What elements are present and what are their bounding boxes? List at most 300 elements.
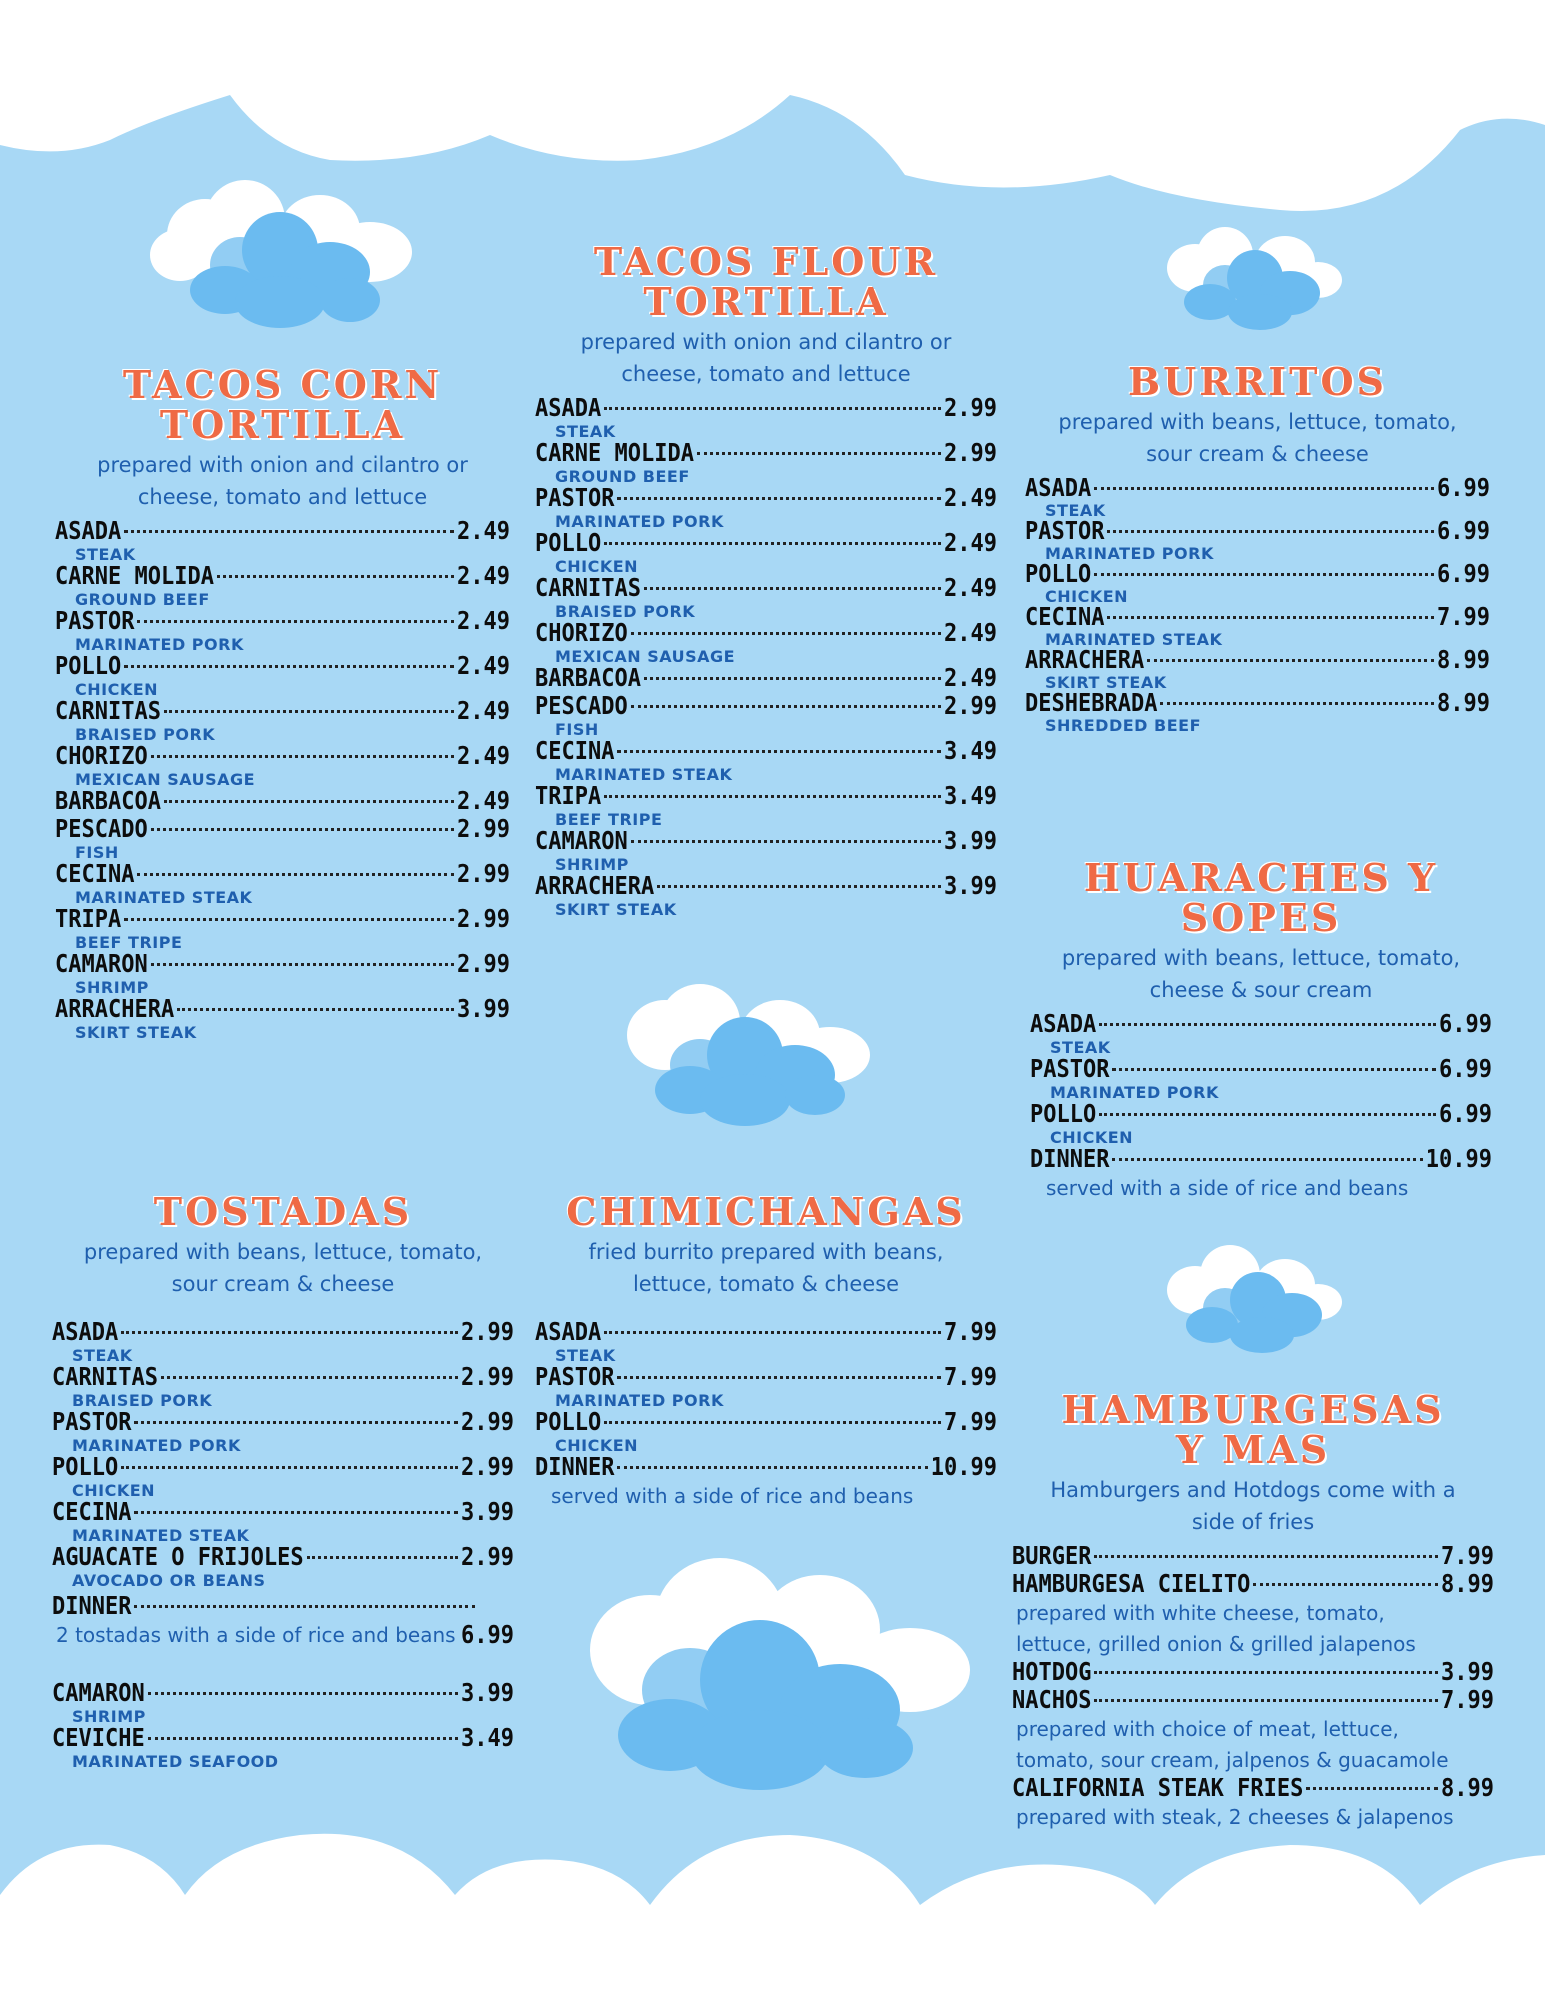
item-description: BRAISED PORK <box>72 1391 213 1410</box>
menu-item <box>55 789 510 815</box>
item-row <box>52 1726 514 1752</box>
item-price: 7.99 <box>1437 603 1490 632</box>
item-name: TRIPA <box>535 782 602 811</box>
item-name: ARRACHERA <box>55 995 175 1024</box>
menu-item <box>535 1455 997 1512</box>
item-description: STEAK <box>75 545 136 564</box>
section-title: TOSTADAS <box>153 1189 413 1234</box>
item-name: CECINA <box>535 737 615 766</box>
item-name: ASADA <box>52 1318 119 1347</box>
dot-leader <box>604 795 941 798</box>
section-description: prepared with onion and cilantro or cheese, tomato and lettuce <box>97 453 468 509</box>
dot-leader <box>644 677 941 680</box>
item-price: 8.99 <box>1437 646 1490 675</box>
item-name: CECINA <box>52 1498 132 1527</box>
item-price: 2.99 <box>461 1453 514 1482</box>
item-price: 2.49 <box>457 742 510 771</box>
item-price: 2.49 <box>944 664 997 693</box>
menu-item <box>535 694 997 739</box>
dot-leader <box>1094 1555 1438 1558</box>
item-price: 2.49 <box>944 574 997 603</box>
item-row <box>1030 1147 1492 1173</box>
item-description: MEXICAN SAUSAGE <box>75 770 256 789</box>
section-tacos-corn <box>55 362 510 1042</box>
item-description: SKIRT STEAK <box>555 900 677 919</box>
item-name: BURGER <box>1012 1542 1092 1571</box>
dot-leader <box>1112 1158 1422 1161</box>
section-tostadas <box>52 1189 514 1771</box>
section-burritos <box>1025 359 1490 735</box>
item-name: BARBACOA <box>55 787 161 816</box>
item-description: STEAK <box>555 422 616 441</box>
dot-leader <box>121 1466 458 1469</box>
section-description: prepared with beans, lettuce, tomato, sour cream & cheese <box>1058 410 1457 466</box>
menu-item <box>1030 1012 1492 1057</box>
menu-item <box>52 1500 514 1545</box>
item-row <box>1030 1057 1492 1083</box>
item-name: PESCADO <box>55 815 148 844</box>
item-price: 8.99 <box>1437 689 1490 718</box>
item-row <box>1025 519 1490 545</box>
menu-item <box>55 519 510 564</box>
item-description: AVOCADO OR BEANS <box>72 1571 266 1590</box>
item-name: PESCADO <box>535 692 628 721</box>
item-price: 3.99 <box>461 1679 514 1708</box>
item-description: MARINATED STEAK <box>75 888 253 907</box>
item-name: CARNE MOLIDA <box>535 439 694 468</box>
item-description: MEXICAN SAUSAGE <box>555 647 736 666</box>
item-price: 3.99 <box>944 827 997 856</box>
item-row <box>1012 1544 1494 1570</box>
item-description: STEAK <box>72 1346 133 1365</box>
item-name: PASTOR <box>535 1363 615 1392</box>
item-name: PASTOR <box>1025 517 1105 546</box>
item-price: 2.99 <box>944 692 997 721</box>
menu-item <box>55 564 510 609</box>
item-description: FISH <box>555 720 599 739</box>
section-huaraches <box>1030 855 1492 1204</box>
item-row <box>535 621 997 647</box>
dot-leader <box>148 1737 458 1740</box>
item-row <box>55 564 510 590</box>
item-name: CARNITAS <box>52 1363 158 1392</box>
dot-leader <box>631 840 941 843</box>
item-name: HAMBURGESA CIELITO <box>1012 1570 1251 1599</box>
item-row <box>535 1320 997 1346</box>
item-name: CARNITAS <box>55 697 161 726</box>
menu-item <box>55 907 510 952</box>
item-price: 2.99 <box>457 950 510 979</box>
item-row <box>55 817 510 843</box>
item-name: PASTOR <box>55 607 135 636</box>
menu-item <box>535 739 997 784</box>
item-name: CARNITAS <box>535 574 641 603</box>
item-name: BARBACOA <box>535 664 641 693</box>
dot-leader <box>134 1605 475 1608</box>
item-row <box>535 486 997 512</box>
item-price: 7.99 <box>944 1363 997 1392</box>
menu-item-list <box>55 519 510 1042</box>
item-row <box>52 1681 514 1707</box>
item-description: CHICKEN <box>72 1481 156 1500</box>
item-price: 2.49 <box>944 619 997 648</box>
item-row <box>535 666 997 692</box>
item-row <box>1012 1776 1494 1802</box>
item-price: 10.99 <box>1425 1145 1492 1174</box>
item-description: STEAK <box>1050 1038 1111 1057</box>
menu-item <box>535 874 997 919</box>
menu-item <box>535 396 997 441</box>
item-row <box>55 744 510 770</box>
item-description: MARINATED PORK <box>555 512 724 531</box>
dot-leader <box>161 1376 458 1379</box>
dot-leader <box>137 873 454 876</box>
item-name: ASADA <box>535 1318 602 1347</box>
item-row <box>52 1410 514 1436</box>
item-description: SHRIMP <box>555 855 629 874</box>
dot-leader <box>307 1556 458 1559</box>
item-row <box>52 1320 514 1346</box>
dot-leader <box>1099 1023 1436 1026</box>
section-chimichangas <box>535 1189 997 1512</box>
dot-leader <box>1094 1699 1438 1702</box>
item-note: tomato, sour cream, jalpenos & guacamole <box>1016 1748 1449 1772</box>
dot-leader <box>604 407 941 410</box>
menu-item <box>535 531 997 576</box>
item-price: 2.99 <box>457 905 510 934</box>
item-name: POLLO <box>55 652 122 681</box>
menu-item <box>535 1410 997 1455</box>
item-row <box>1012 1572 1494 1598</box>
dot-leader <box>1094 573 1434 576</box>
item-note: 2 tostadas with a side of rice and beans <box>56 1623 456 1647</box>
menu-item <box>52 1320 514 1365</box>
section-title: HAMBURGESAS Y MAS <box>1061 1387 1445 1472</box>
item-name: ARRACHERA <box>1025 646 1145 675</box>
item-price: 6.99 <box>1439 1010 1492 1039</box>
item-price: 3.49 <box>944 737 997 766</box>
item-name: DINNER <box>535 1453 615 1482</box>
item-price: 6.99 <box>1439 1100 1492 1129</box>
item-name: ASADA <box>535 394 602 423</box>
item-price: 6.99 <box>1439 1055 1492 1084</box>
menu-item-list <box>1025 476 1490 734</box>
item-row <box>535 576 997 602</box>
item-description: BEEF TRIPE <box>555 810 663 829</box>
menu-item <box>1012 1544 1494 1570</box>
item-name: PASTOR <box>535 484 615 513</box>
dot-leader <box>617 497 941 500</box>
menu-item <box>1012 1688 1494 1776</box>
item-name: CARNE MOLIDA <box>55 562 214 591</box>
item-description: MARINATED PORK <box>555 1391 724 1410</box>
dot-leader <box>121 1331 458 1334</box>
item-name: DINNER <box>52 1592 132 1621</box>
item-row <box>535 784 997 810</box>
dot-leader <box>164 710 454 713</box>
item-row <box>52 1455 514 1481</box>
section-description: prepared with beans, lettuce, tomato, cheese & sour cream <box>1061 946 1461 1002</box>
menu-item <box>55 609 510 654</box>
menu-item-list <box>52 1320 514 1590</box>
item-price: 2.49 <box>944 529 997 558</box>
dot-leader <box>177 1008 454 1011</box>
section-tacos-flour <box>535 239 997 919</box>
item-price: 2.99 <box>461 1363 514 1392</box>
item-price: 3.99 <box>461 1498 514 1527</box>
item-name: TRIPA <box>55 905 122 934</box>
item-row <box>55 654 510 680</box>
menu-item <box>1012 1572 1494 1660</box>
item-description: CHICKEN <box>75 680 159 699</box>
item-row <box>535 1365 997 1391</box>
item-description: SHRIMP <box>72 1707 146 1726</box>
item-price: 2.49 <box>457 787 510 816</box>
item-price: 2.49 <box>457 607 510 636</box>
item-price: 7.99 <box>1441 1542 1494 1571</box>
item-name: ASADA <box>1030 1010 1097 1039</box>
menu-item <box>1030 1102 1492 1147</box>
item-note: prepared with choice of meat, lettuce, <box>1016 1717 1399 1741</box>
item-description: GROUND BEEF <box>75 590 210 609</box>
item-description: MARINATED PORK <box>72 1436 241 1455</box>
menu-item <box>535 486 997 531</box>
item-description: CHICKEN <box>555 557 639 576</box>
item-name: PASTOR <box>52 1408 132 1437</box>
menu-item <box>1030 1057 1492 1102</box>
dot-leader <box>631 705 941 708</box>
section-title: TACOS FLOUR TORTILLA <box>593 239 939 324</box>
menu-item <box>1025 691 1490 734</box>
dot-leader <box>604 1331 941 1334</box>
item-description: SHREDDED BEEF <box>1045 716 1201 735</box>
dot-leader <box>148 1692 458 1695</box>
item-name: CHORIZO <box>55 742 148 771</box>
menu-item-list <box>1012 1544 1494 1833</box>
item-name: DESHEBRADA <box>1025 689 1158 718</box>
menu-item <box>55 952 510 997</box>
item-description: MARINATED PORK <box>1045 544 1214 563</box>
item-name: HOTDOG <box>1012 1658 1092 1687</box>
item-price: 2.99 <box>944 394 997 423</box>
item-description: MARINATED STEAK <box>555 765 733 784</box>
item-row <box>1030 1102 1492 1128</box>
menu-item-list <box>535 396 997 919</box>
dot-leader <box>617 1466 927 1469</box>
item-price: 8.99 <box>1441 1774 1494 1803</box>
dot-leader <box>1253 1583 1438 1586</box>
item-description: BRAISED PORK <box>75 725 216 744</box>
dot-leader <box>1099 1113 1436 1116</box>
dot-leader <box>604 1421 941 1424</box>
item-description: CHICKEN <box>1050 1128 1134 1147</box>
item-name: POLLO <box>1030 1100 1097 1129</box>
dot-leader <box>164 800 454 803</box>
item-name: PASTOR <box>1030 1055 1110 1084</box>
dot-leader <box>1107 616 1434 619</box>
menu-item <box>1025 476 1490 519</box>
dot-leader <box>1094 1671 1438 1674</box>
item-row <box>55 519 510 545</box>
section-title: TACOS CORN TORTILLA <box>122 362 443 447</box>
item-name: ASADA <box>55 517 122 546</box>
dot-leader <box>137 620 454 623</box>
item-row <box>535 829 997 855</box>
item-price: 2.49 <box>457 562 510 591</box>
menu-item <box>52 1681 514 1726</box>
item-row <box>1025 691 1490 717</box>
item-name: CECINA <box>1025 603 1105 632</box>
item-description: SKIRT STEAK <box>75 1023 197 1042</box>
item-price: 2.49 <box>457 697 510 726</box>
item-row <box>535 1455 997 1481</box>
item-row <box>1025 605 1490 631</box>
item-price: 7.99 <box>944 1318 997 1347</box>
item-description: CHICKEN <box>555 1436 639 1455</box>
item-name: POLLO <box>52 1453 119 1482</box>
item-price: 2.99 <box>457 815 510 844</box>
dot-leader <box>1306 1787 1438 1790</box>
section-title: BURRITOS <box>1127 359 1387 404</box>
dot-leader <box>1094 487 1434 490</box>
menu-item <box>535 621 997 666</box>
section-title: HUARACHES Y SOPES <box>1083 855 1439 940</box>
menu-item <box>52 1726 514 1771</box>
item-description: BRAISED PORK <box>555 602 696 621</box>
item-note: served with a side of rice and beans <box>551 1484 914 1508</box>
item-name: POLLO <box>1025 560 1092 589</box>
item-price: 7.99 <box>1441 1686 1494 1715</box>
dot-leader <box>1147 659 1434 662</box>
item-price: 2.49 <box>457 517 510 546</box>
menu-item <box>1012 1776 1494 1833</box>
menu-item <box>52 1545 514 1590</box>
item-price: 2.49 <box>944 484 997 513</box>
item-note: served with a side of rice and beans <box>1046 1176 1409 1200</box>
item-price: 2.99 <box>457 860 510 889</box>
menu-item <box>535 441 997 486</box>
dot-leader <box>151 828 454 831</box>
item-row <box>55 952 510 978</box>
menu-item <box>52 1365 514 1410</box>
item-row <box>1025 476 1490 502</box>
item-price: 2.99 <box>461 1408 514 1437</box>
dot-leader <box>151 755 454 758</box>
item-row <box>55 997 510 1023</box>
menu-item <box>1025 562 1490 605</box>
item-price: 3.49 <box>944 782 997 811</box>
item-row <box>535 694 997 720</box>
item-row <box>1012 1688 1494 1714</box>
item-price: 6.99 <box>1437 560 1490 589</box>
item-note: prepared with steak, 2 cheeses & jalapenos <box>1016 1805 1454 1829</box>
menu-item <box>55 744 510 789</box>
item-row <box>52 1545 514 1571</box>
item-row <box>55 609 510 635</box>
dot-leader <box>617 750 941 753</box>
item-row <box>55 862 510 888</box>
menu-item <box>1025 605 1490 648</box>
dot-leader <box>124 665 454 668</box>
dot-leader <box>617 1376 941 1379</box>
menu-item <box>535 1365 997 1410</box>
menu-item <box>535 1320 997 1365</box>
item-name: CALIFORNIA STEAK FRIES <box>1012 1774 1304 1803</box>
dot-leader <box>631 632 941 635</box>
menu-item <box>55 817 510 862</box>
dot-leader <box>1112 1068 1436 1071</box>
item-description: BEEF TRIPE <box>75 933 183 952</box>
item-row <box>535 1410 997 1436</box>
item-row <box>1025 648 1490 674</box>
dot-leader <box>124 918 454 921</box>
item-description: MARINATED STEAK <box>1045 630 1223 649</box>
menu-item <box>535 784 997 829</box>
item-price: 2.99 <box>461 1318 514 1347</box>
item-price: 3.49 <box>461 1724 514 1753</box>
item-row <box>55 907 510 933</box>
dot-leader <box>134 1511 458 1514</box>
item-row <box>535 396 997 422</box>
item-row <box>535 531 997 557</box>
menu-item <box>1025 519 1490 562</box>
section-description: prepared with beans, lettuce, tomato, sour cream & cheese <box>83 1240 483 1296</box>
dot-leader <box>217 575 454 578</box>
item-name: CAMARON <box>55 950 148 979</box>
item-note: prepared with white cheese, tomato, <box>1016 1601 1385 1625</box>
item-name: ARRACHERA <box>535 872 655 901</box>
dot-leader <box>134 1421 458 1424</box>
item-row <box>52 1365 514 1391</box>
dot-leader <box>697 452 941 455</box>
item-row <box>535 441 997 467</box>
item-description: MARINATED STEAK <box>72 1526 250 1545</box>
item-name: POLLO <box>535 1408 602 1437</box>
item-name: CECINA <box>55 860 135 889</box>
item-price: 8.99 <box>1441 1570 1494 1599</box>
item-row <box>1012 1660 1494 1686</box>
item-price: 6.99 <box>1437 474 1490 503</box>
menu-item-list <box>1030 1012 1492 1204</box>
menu-item <box>1012 1660 1494 1686</box>
item-name: CEVICHE <box>52 1724 145 1753</box>
item-description: CHICKEN <box>1045 587 1129 606</box>
item-description: STEAK <box>555 1346 616 1365</box>
dot-leader <box>604 542 941 545</box>
item-row <box>1025 562 1490 588</box>
item-name: ASADA <box>1025 474 1092 503</box>
item-price: 6.99 <box>1437 517 1490 546</box>
item-price: 2.99 <box>944 439 997 468</box>
item-price: 3.99 <box>1441 1658 1494 1687</box>
section-description: prepared with onion and cilantro or cheese, tomato and lettuce <box>580 330 952 386</box>
item-price: 10.99 <box>930 1453 997 1482</box>
dot-leader <box>657 885 941 888</box>
menu-item <box>1025 648 1490 691</box>
dot-leader <box>1107 530 1434 533</box>
item-description: STEAK <box>1045 501 1106 520</box>
section-hamburgesas <box>1012 1387 1494 1833</box>
item-price: 6.99 <box>461 1621 514 1650</box>
menu-item-list <box>535 1320 997 1512</box>
menu-item <box>1030 1147 1492 1204</box>
dot-leader <box>644 587 941 590</box>
menu-item <box>55 862 510 907</box>
item-description: SKIRT STEAK <box>1045 673 1167 692</box>
menu-item <box>55 699 510 744</box>
item-description: GROUND BEEF <box>555 467 690 486</box>
menu-item <box>55 997 510 1042</box>
